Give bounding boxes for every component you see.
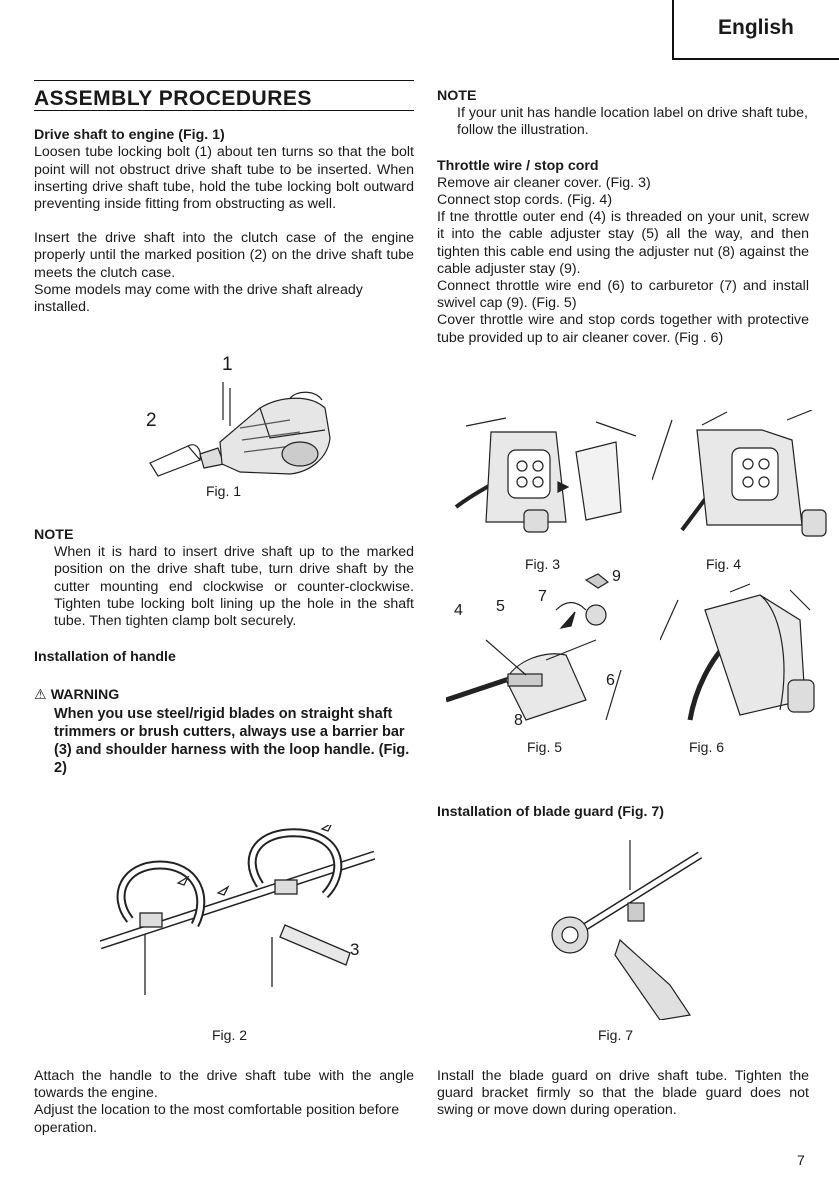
drive-shaft-heading: Drive shaft to engine (Fig. 1) bbox=[34, 127, 225, 144]
figure-4 bbox=[652, 410, 832, 542]
fig5-label-7: 7 bbox=[538, 588, 547, 605]
throttle-line-4: Connect throttle wire end (6) to carburetor (7) and install swivel cap (9). (Fig. 5) bbox=[437, 278, 809, 312]
figure-7 bbox=[540, 835, 710, 1020]
fig4-caption: Fig. 4 bbox=[706, 556, 742, 572]
fig5-label-6: 6 bbox=[606, 672, 615, 689]
throttle-line-5: Cover throttle wire and stop cords together with protective tube provided up to air cleaner cover. (Fig . 6) bbox=[437, 312, 809, 346]
figure-3 bbox=[446, 412, 642, 542]
guard-heading: Installation of blade guard (Fig. 7) bbox=[437, 804, 665, 820]
air-cleaner-cover-illustration bbox=[446, 412, 642, 542]
guard-text: Install the blade guard on drive shaft tube. Tighten the guard bracket firmly so that the blade guard does not swing or move down during operation. bbox=[437, 1068, 809, 1119]
figure-2 bbox=[100, 825, 375, 1005]
loop-handle-illustration bbox=[100, 825, 375, 1005]
fig5-label-5: 5 bbox=[496, 598, 505, 615]
fig5-label-9: 9 bbox=[612, 568, 621, 585]
stop-cord-illustration bbox=[652, 410, 832, 542]
throttle-line-3: If tne throttle outer end (4) is threaded on your unit, screw it into the cable adjuster stay (5) all the way, and then tighten this cable end using the adjuster nut (8) against the cable adjuster stay (9). bbox=[437, 209, 809, 277]
left-column-lower bbox=[34, 527, 414, 777]
note-heading-left: NOTE bbox=[34, 527, 74, 543]
handle-paragraph-1: Attach the handle to the drive shaft tube with the angle towards the engine. bbox=[34, 1068, 414, 1102]
note-text-right: If your unit has handle location label on drive shaft tube, follow the illustration. bbox=[457, 105, 808, 139]
note-heading-right: NOTE bbox=[437, 88, 477, 104]
figure-5 bbox=[446, 570, 642, 730]
protective-tube-illustration bbox=[660, 580, 830, 725]
fig5-label-4: 4 bbox=[454, 602, 463, 619]
left-column-bottom bbox=[34, 1068, 414, 1137]
fig5-label-8: 8 bbox=[514, 712, 523, 729]
warning-heading: ⚠ WARNING bbox=[34, 687, 120, 704]
fig6-caption: Fig. 6 bbox=[689, 739, 725, 755]
fig1-label-2: 2 bbox=[146, 410, 157, 431]
language-label: English bbox=[718, 16, 794, 39]
right-column bbox=[437, 88, 809, 347]
drive-shaft-paragraph-2: Insert the drive shaft into the clutch case of the engine properly until the marked position (2) on the drive shaft tube meets the clutch case. bbox=[34, 230, 414, 281]
fig5-caption: Fig. 5 bbox=[527, 739, 563, 755]
warning-triangle-icon: ⚠ bbox=[34, 687, 47, 704]
throttle-line-1: Remove air cleaner cover. (Fig. 3) bbox=[437, 174, 651, 191]
figure-6 bbox=[660, 580, 830, 725]
warning-text: When you use steel/rigid blades on straight shaft trimmers or brush cutters, always use a barrier bar (3) and shoulder harness with the loop handle. (Fig. 2) bbox=[54, 705, 410, 776]
fig1-label-1: 1 bbox=[222, 354, 233, 375]
fig3-caption: Fig. 3 bbox=[525, 556, 561, 572]
left-column bbox=[34, 80, 414, 316]
drive-shaft-paragraph-1: Loosen tube locking bolt (1) about ten turns so that the bolt point will not obstruct drive shaft tube to be inserted. When inserting drive shaft tube, hold the tube locking bolt outward preventing inside fitting from obstructing as well. bbox=[34, 144, 414, 213]
note-text-left: When it is hard to insert drive shaft up to the marked position on the drive shaft tube, turn drive shaft by the cutter mounting end clockwise or counter-clockwise. Tighten tube locking bolt lining up the hole in the shaft tube. Then tighten clamp bolt securely. bbox=[54, 544, 414, 630]
handle-paragraph-2: Adjust the location to the most comfortable position before operation. bbox=[34, 1102, 400, 1136]
throttle-heading: Throttle wire / stop cord bbox=[437, 157, 599, 174]
engine-shaft-illustration bbox=[140, 368, 340, 480]
blade-guard-text-block bbox=[437, 1068, 809, 1120]
throttle-line-2: Connect stop cords. (Fig. 4) bbox=[437, 192, 613, 209]
fig7-caption: Fig. 7 bbox=[598, 1027, 634, 1043]
handle-heading: Installation of handle bbox=[34, 649, 176, 666]
figure-1 bbox=[140, 354, 340, 480]
section-title: ASSEMBLY PROCEDURES bbox=[34, 80, 414, 111]
blade-guard-illustration bbox=[540, 835, 710, 1020]
blade-guard-section bbox=[437, 804, 809, 821]
language-tab bbox=[672, 0, 839, 60]
fig2-label-3: 3 bbox=[350, 940, 360, 959]
fig1-caption: Fig. 1 bbox=[206, 483, 242, 499]
fig2-caption: Fig. 2 bbox=[212, 1027, 248, 1043]
drive-shaft-paragraph-3: Some models may come with the drive shaft already installed. bbox=[34, 281, 363, 316]
page-number: 7 bbox=[797, 1152, 805, 1168]
